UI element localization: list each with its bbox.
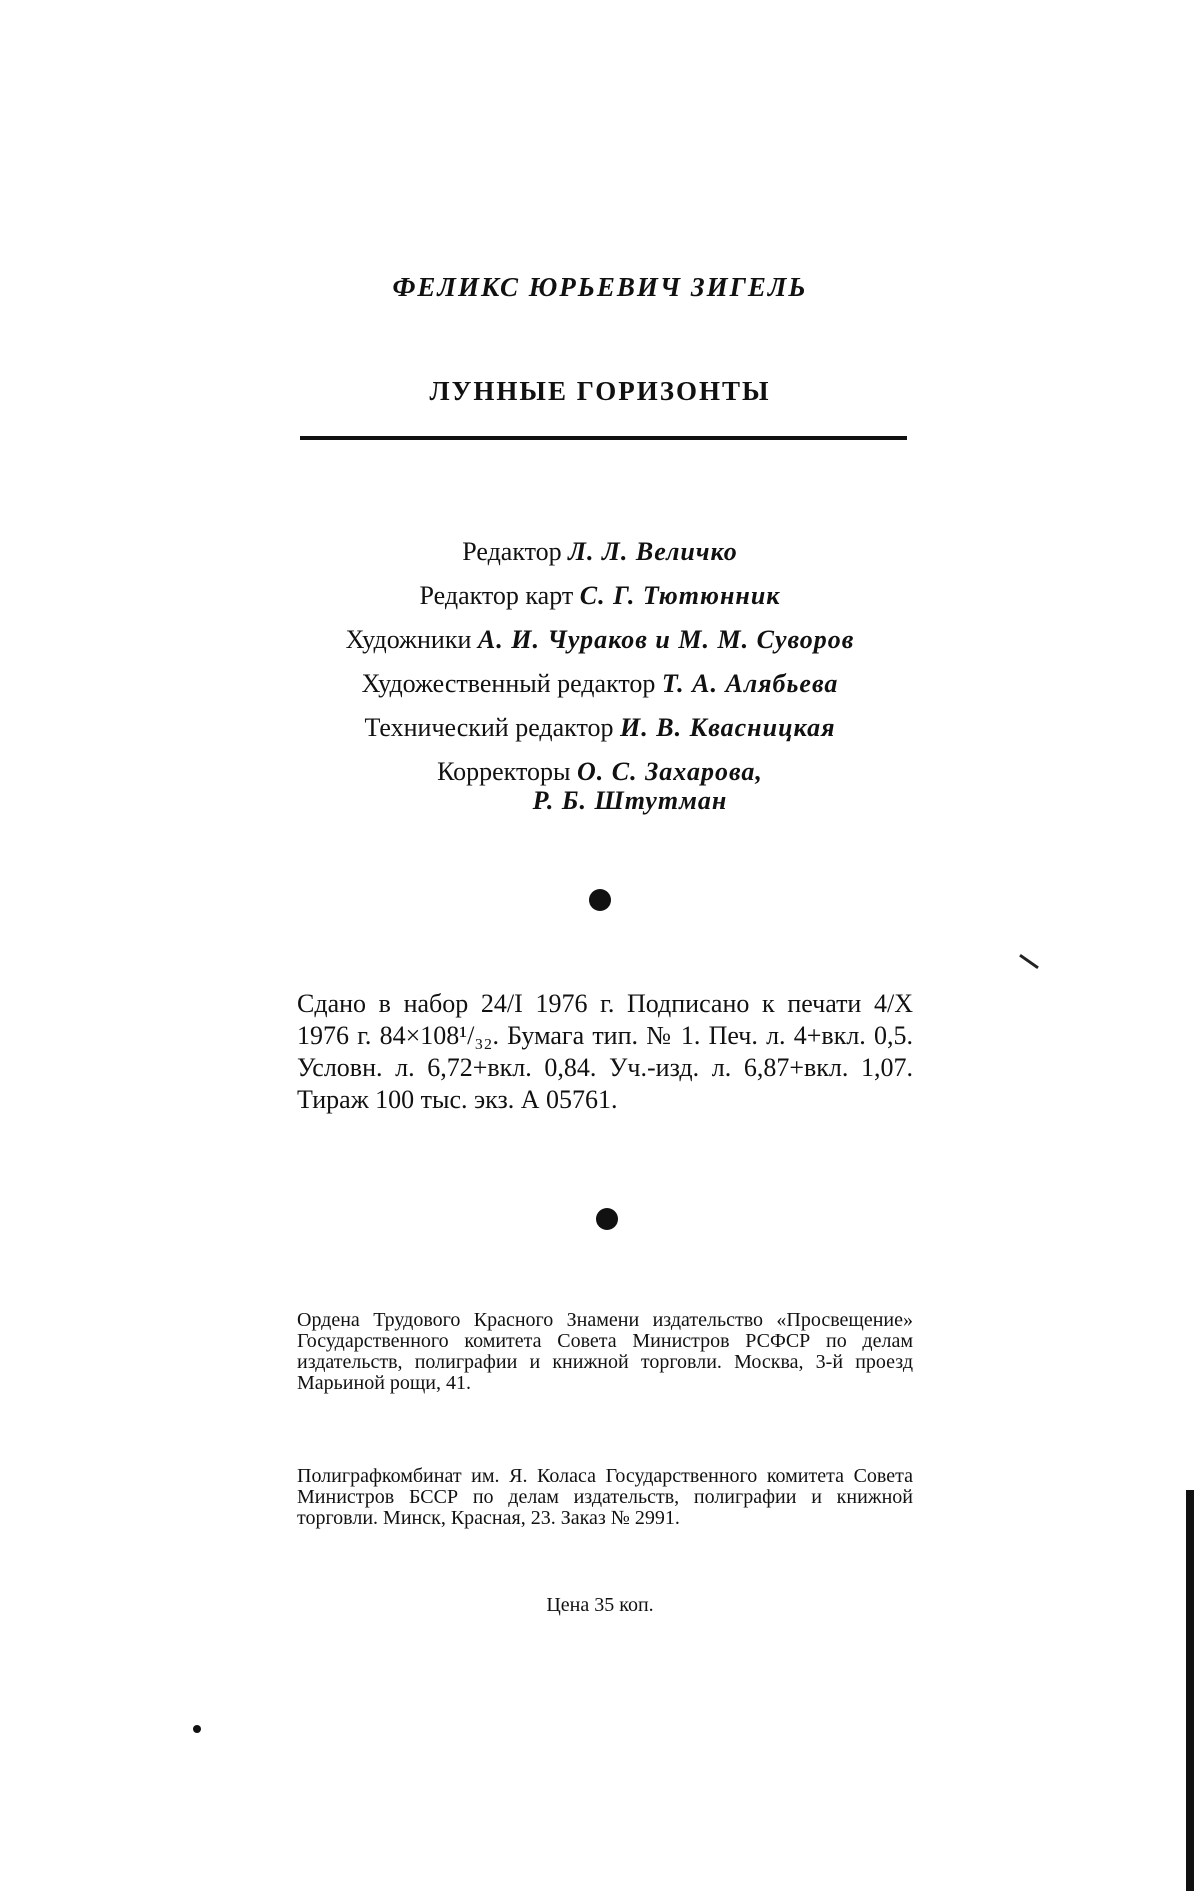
printer-info: Полиграфкомбинат им. Я. Коласа Государственного комитета Совета Министров БССР по делам издательств, полиграфии и книжной торговли. Минск, Красная, 23. Заказ № 2991. bbox=[297, 1465, 913, 1529]
credit-line bbox=[280, 574, 920, 618]
credit-line bbox=[280, 530, 920, 574]
credit-role: Редактор карт bbox=[419, 581, 574, 610]
credit-name: О. С. Захарова, bbox=[576, 757, 763, 786]
credit-role: Редактор bbox=[462, 537, 562, 566]
credit-name: А. И. Чураков и М. М. Суворов bbox=[477, 625, 855, 654]
author-name: ФЕЛИКС ЮРЬЕВИЧ ЗИГЕЛЬ bbox=[392, 272, 808, 302]
scan-edge-shadow bbox=[1186, 1490, 1194, 1891]
credit-role: Художники bbox=[345, 625, 472, 654]
section-bullet bbox=[596, 1208, 618, 1230]
credit-role: Технический редактор bbox=[364, 713, 614, 742]
print-imprint: Сдано в набор 24/I 1976 г. Подписано к печати 4/X 1976 г. 84×108¹/₃₂. Бумага тип. № 1. Печ. л. 4+вкл. 0,5. Условн. л. 6,72+вкл. 0,84. Уч.-изд. л. 6,87+вкл. 1,07. Тираж 100 тыс. экз. А 05761. bbox=[297, 989, 913, 1114]
credit-role: Корректоры bbox=[437, 757, 571, 786]
scan-speck bbox=[193, 1725, 201, 1733]
publisher-info: Ордена Трудового Красного Знамени издательство «Просвещение» Государственного комитета Совета Министров РСФСР по делам издательств, полиграфии и книжной торговли. Москва, 3-й проезд Марьиной рощи, 41. bbox=[297, 1309, 913, 1394]
section-bullet bbox=[589, 889, 611, 911]
credit-line bbox=[280, 706, 920, 750]
credit-name: Т. А. Алябьева bbox=[661, 669, 839, 698]
credit-name: Л. Л. Величко bbox=[568, 537, 738, 566]
book-title: ЛУННЫЕ ГОРИЗОНТЫ bbox=[429, 376, 771, 406]
scan-speck bbox=[1019, 954, 1039, 969]
credit-name: Р. Б. Штутман bbox=[532, 786, 728, 815]
credit-name: С. Г. Тютюнник bbox=[579, 581, 781, 610]
credits-block bbox=[280, 530, 920, 816]
title-rule bbox=[300, 436, 907, 440]
credit-line bbox=[280, 618, 920, 662]
credit-role: Художественный редактор bbox=[361, 669, 656, 698]
credit-name: И. В. Квасницкая bbox=[620, 713, 836, 742]
credit-continuation bbox=[280, 786, 920, 816]
price-label: Цена 35 коп. bbox=[546, 1594, 654, 1616]
credit-line bbox=[280, 662, 920, 706]
